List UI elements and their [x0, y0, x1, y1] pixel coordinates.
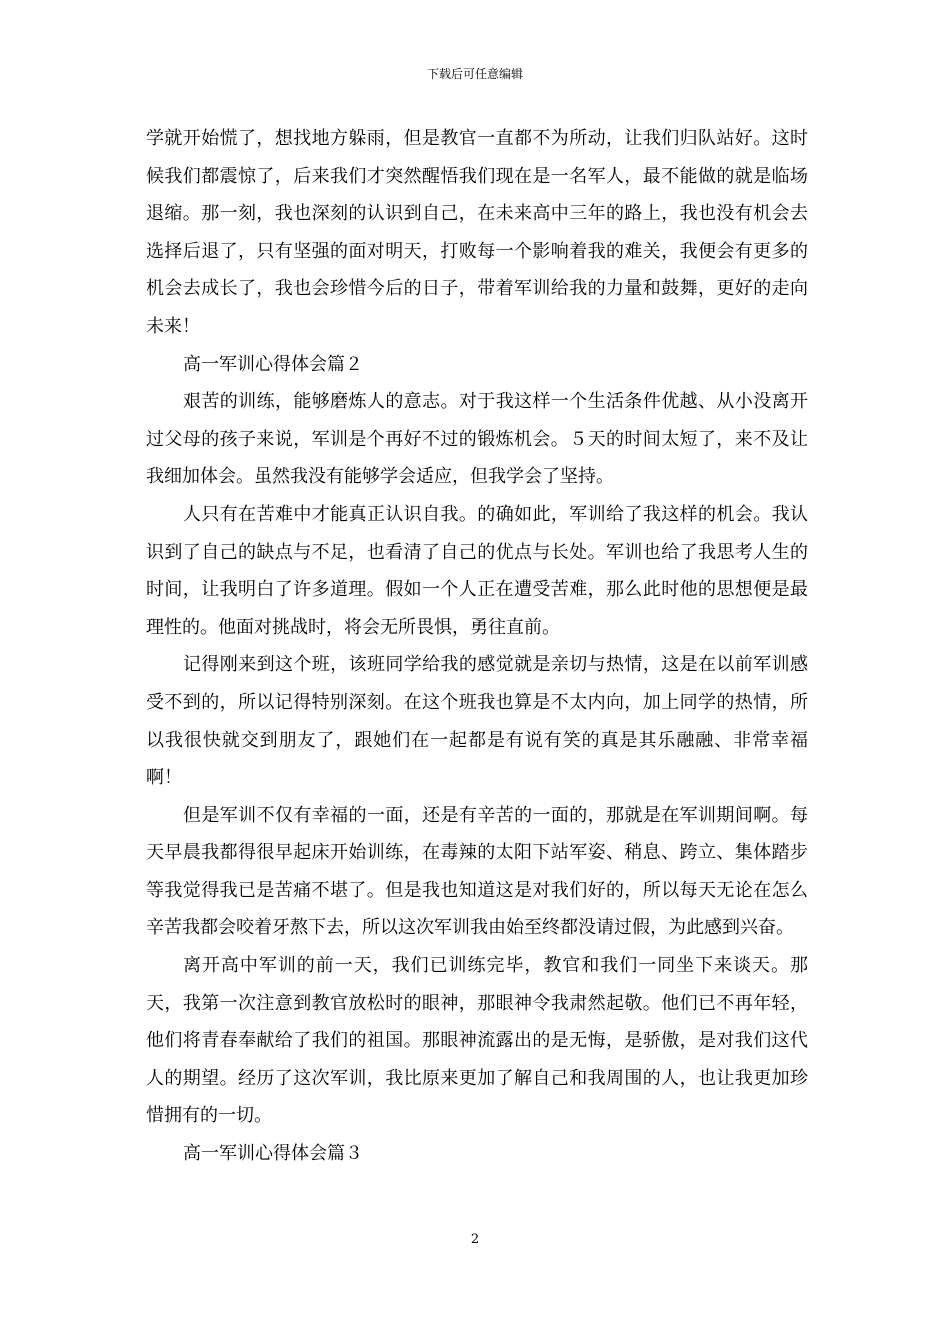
paragraph: 记得刚来到这个班，该班同学给我的感觉就是亲切与热情，这是在以前军训感受不到的，所以记得特别深刻。在这个班我也算是不太内向，加上同学的热情，所以我很快就交到朋友了，跟她们在一起都是有说有笑的真是其乐融融、非常幸福啊！ [146, 654, 808, 789]
paragraph: 艰苦的训练，能够磨炼人的意志。对于我这样一个生活条件优越、从小没离开过父母的孩子来说，军训是个再好不过的锻炼机会。５天的时间太短了，来不及让我细加体会。虽然我没有能够学会适应，但我学会了坚持。 [146, 391, 808, 488]
section-heading-2: 高一军训心得体会篇２ [183, 353, 363, 375]
page-header: 下载后可任意编辑 [426, 67, 523, 81]
paragraph-continued: 学就开始慌了，想找地方躲雨，但是教官一直都不为所动，让我们归队站好。这时候我们都震惊了，后来我们才突然醒悟我们现在是一名军人，最不能做的就是临场退缩。那一刻，我也深刻的认识到自己，在未来高中三年的路上，我也没有机会去选择后退了，只有坚强的面对明天，打败每一个影响着我的难关，我便会有更多的机会去成长了，我也会珍惜今后的日子，带着军训给我的力量和鼓舞，更好的走向未来！ [146, 128, 808, 337]
paragraph: 人只有在苦难中才能真正认识自我。的确如此，军训给了我这样的机会。我认识到了自己的缺点与不足，也看清了自己的优点与长处。军训也给了我思考人生的时间，让我明白了许多道理。假如一个人正在遭受苦难，那么此时他的思想便是最理性的。他面对挑战时，将会无所畏惧，勇往直前。 [146, 503, 808, 638]
document-body [146, 120, 808, 1173]
page-number: 2 [470, 1232, 480, 1247]
section-heading-3: 高一军训心得体会篇３ [183, 1143, 363, 1165]
paragraph: 离开高中军训的前一天，我们已训练完毕，教官和我们一同坐下来谈天。那天，我第一次注意到教官放松时的眼神，那眼神令我肃然起敬。他们已不再年轻，他们将青春奉献给了我们的祖国。那眼神流露出的是无悔，是骄傲，是对我们这代人的期望。经历了这次军训，我比原来更加了解自己和我周围的人，也让我更加珍惜拥有的一切。 [146, 955, 808, 1127]
paragraph: 但是军训不仅有幸福的一面，还是有辛苦的一面的，那就是在军训期间啊。每天早晨我都得很早起床开始训练，在毒辣的太阳下站军姿、稍息、跨立、集体踏步等我觉得我已是苦痛不堪了。但是我也知道这是对我们好的，所以每天无论在怎么辛苦我都会咬着牙熬下去，所以这次军训我由始至终都没请过假，为此感到兴奋。 [146, 804, 808, 939]
